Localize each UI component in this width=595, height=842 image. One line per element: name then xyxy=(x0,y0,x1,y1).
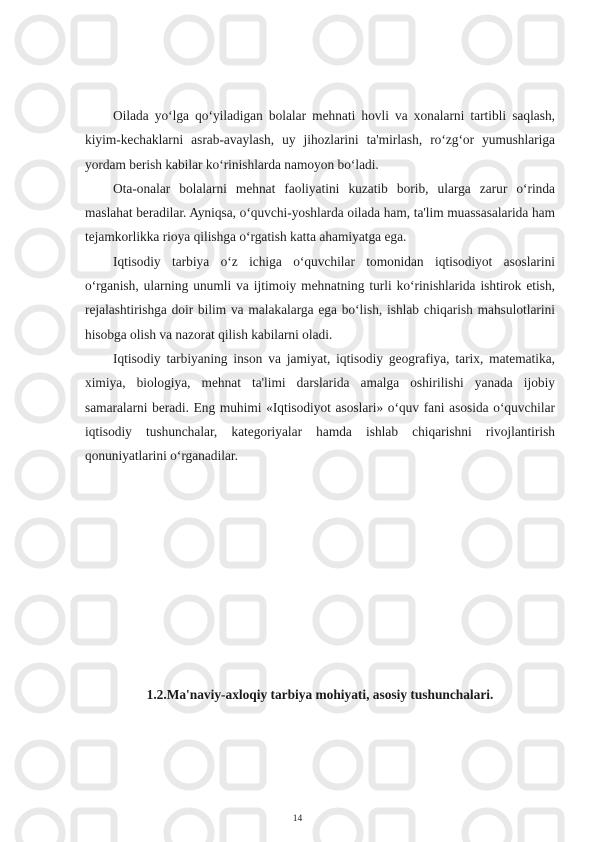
watermark-shape xyxy=(18,231,62,275)
watermark-shape xyxy=(316,743,360,787)
paragraph: Iqtisodiy tarbiya o‘z ichiga o‘quvchilar tomonidan iqtisodiyot asoslarini o‘rganish, ularning unumli va ijtimoiy mehnatning turli ko‘rinishlarida ishtirok etish, rejalashtirishga doir bilim va malakalarga ega bo‘lish, ishlab chiqarish mahsulotlarini hisobga olish va nazorat qilish kabilarni oladi. xyxy=(85,253,555,342)
watermark-shape xyxy=(465,743,509,787)
watermark-shape xyxy=(18,521,62,565)
watermark-shape xyxy=(316,521,360,565)
watermark-shape xyxy=(465,521,509,565)
paragraph: Iqtisodiy tarbiyaning inson va jamiyat, iqtisodiy geografiya, tarix, matematika, ximiya, biologiya, mehnat ta'limi darslarida amalga oshirilishi yanada ijobiy samaralarni beradi. Eng muhimi «Iqtisodiyot asoslari» o‘quv fani asosida o‘quvchilar iqtisodiy tushunchalar, kategoriyalar hamda ishlab chiqarishni rivojlantirish qonuniyatlarini o‘rganadilar. xyxy=(85,350,555,464)
watermark-shape xyxy=(74,18,114,62)
watermark-shape xyxy=(74,521,114,565)
watermark-shape xyxy=(521,598,561,642)
watermark-shape xyxy=(521,521,561,565)
watermark-shape xyxy=(372,743,412,787)
watermark-shape xyxy=(18,666,62,710)
watermark-shape xyxy=(372,18,412,62)
watermark-shape xyxy=(167,521,211,565)
watermark-shape xyxy=(18,453,62,497)
watermark-shape xyxy=(223,743,263,787)
watermark-shape xyxy=(465,598,509,642)
watermark-shape xyxy=(18,598,62,642)
watermark-shape xyxy=(74,598,114,642)
watermark-shape xyxy=(223,521,263,565)
page-number: 14 xyxy=(292,814,303,824)
watermark-shape xyxy=(18,163,62,207)
watermark-shape xyxy=(521,743,561,787)
paragraph: Ota-onalar bolalarni mehnat faoliyatini kuzatib borib, ularga zarur o‘rinda maslahat beradilar. Ayniqsa, o‘quvchi-yoshlarda oilada ham, ta'lim muassasalarida ham tejamkorlikka rioya qilishga o‘rgatish katta ahamiyatga ega. xyxy=(85,180,555,245)
watermark-shape xyxy=(18,308,62,352)
watermark-shape xyxy=(167,598,211,642)
watermark-shape xyxy=(465,18,509,62)
watermark-shape xyxy=(18,86,62,130)
watermark-shape xyxy=(223,598,263,642)
body-text xyxy=(85,104,555,468)
watermark-shape xyxy=(74,743,114,787)
watermark-shape xyxy=(18,18,62,62)
watermark-shape xyxy=(18,376,62,420)
watermark-shape xyxy=(316,18,360,62)
watermark-shape xyxy=(223,18,263,62)
section-heading: 1.2.Ma'naviy-axloqiy tarbiya mohiyati, asosiy tushunchalari. xyxy=(146,687,494,702)
watermark-shape xyxy=(167,18,211,62)
watermark-shape xyxy=(167,743,211,787)
watermark-shape xyxy=(372,521,412,565)
watermark-shape xyxy=(372,598,412,642)
watermark-shape xyxy=(521,18,561,62)
watermark-shape xyxy=(18,743,62,787)
paragraph: Oilada yo‘lga qo‘yiladigan bolalar mehnati hovli va xonalarni tartibli saqlash, kiyim-kechaklarni asrab-avaylash, uy jihozlarini ta'mirlash, ro‘zg‘or yumushlariga yordam berish kabilar ko‘rinishlarda namoyon bo‘ladi. xyxy=(85,108,555,172)
watermark-shape xyxy=(316,598,360,642)
